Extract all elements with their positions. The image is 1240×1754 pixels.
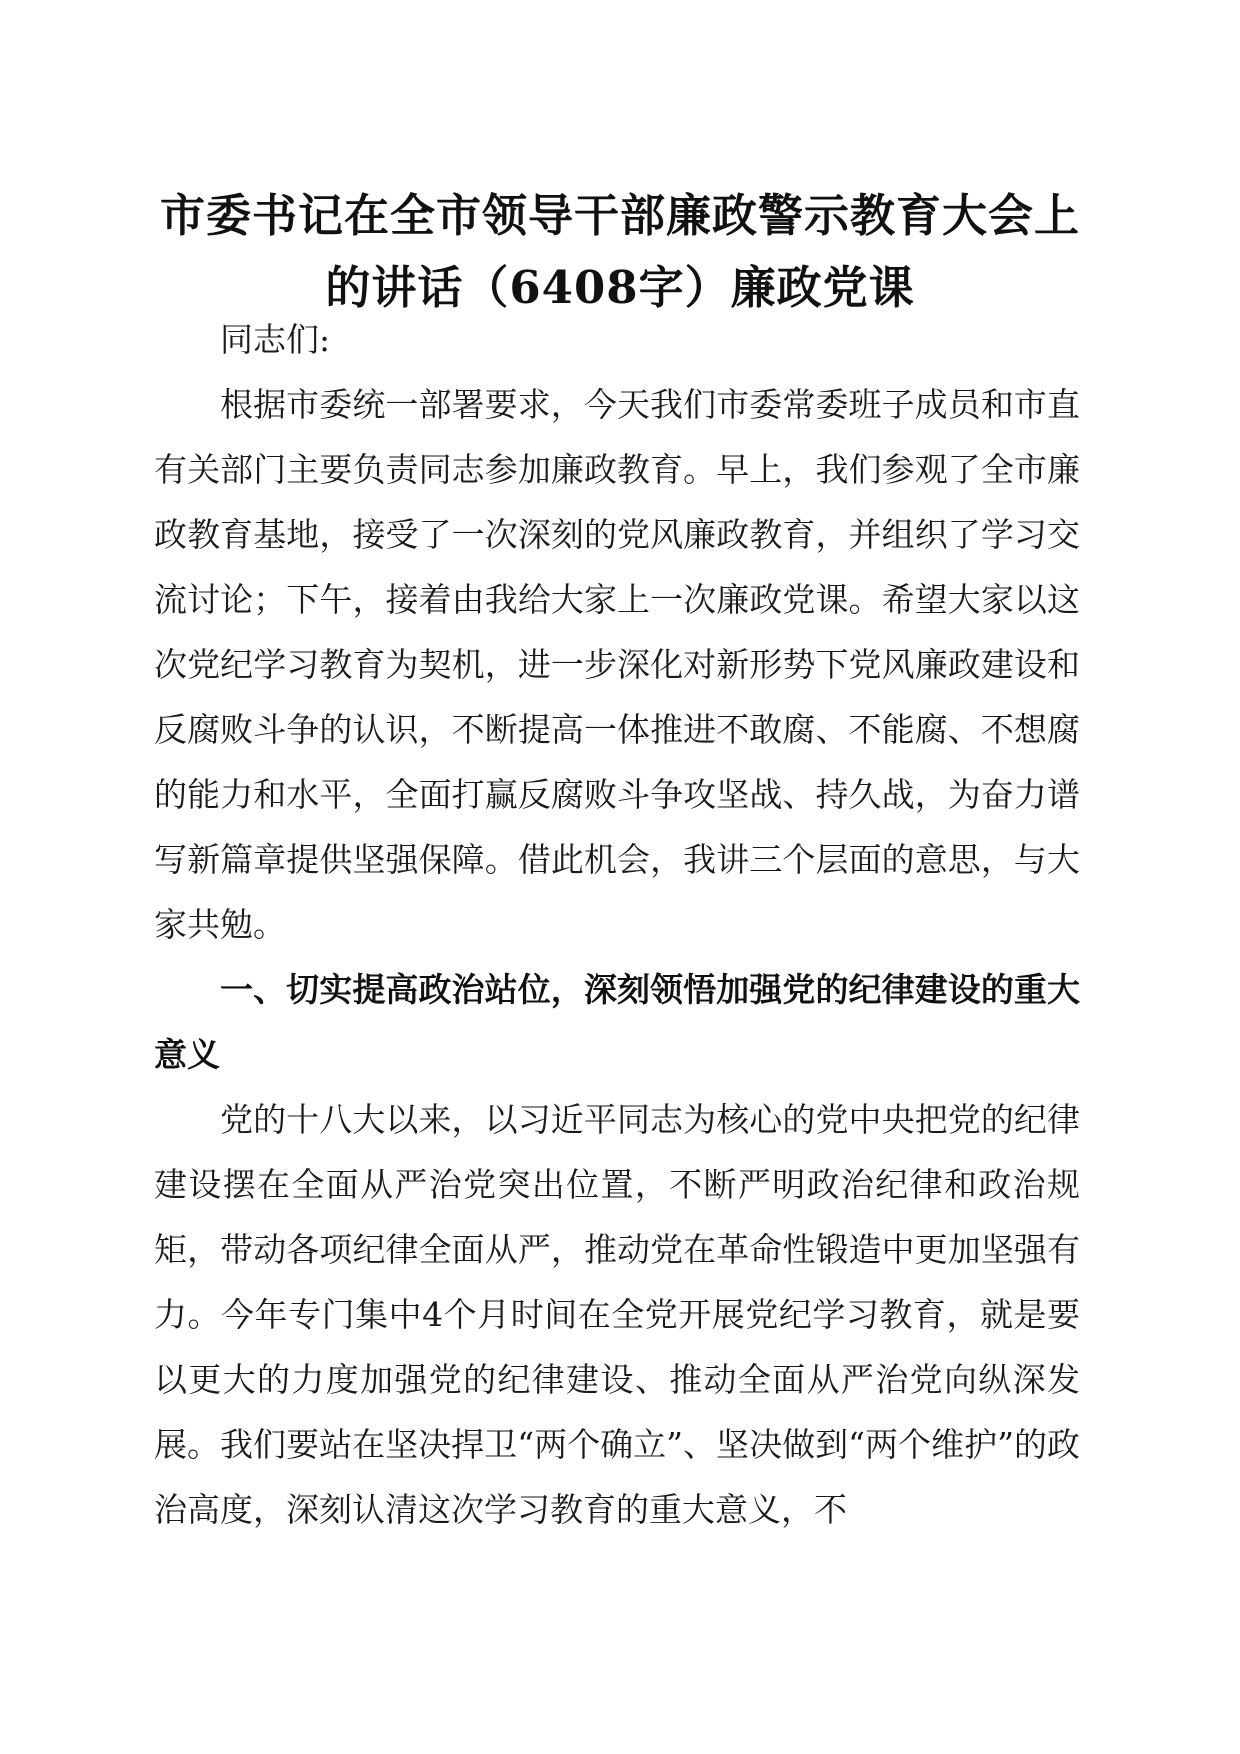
- section-heading-1: 一、切实提高政治站位，深刻领悟加强党的纪律建设的重大意义: [154, 970, 1080, 1074]
- document-body: [154, 307, 1080, 1542]
- intro-paragraph: 根据市委统一部署要求，今天我们市委常委班子成员和市直有关部门主要负责同志参加廉政教育。早上，我们参观了全市廉政教育基地，接受了一次深刻的党风廉政教育，并组织了学习交流讨论；下午，接着由我给大家上一次廉政党课。希望大家以这次党纪学习教育为契机，进一步深化对新形势下党风廉政建设和反腐败斗争的认识，不断提高一体推进不敢腐、不能腐、不想腐的能力和水平，全面打赢反腐败斗争攻坚战、持久战，为奋力谱写新篇章提供坚强保障。借此机会，我讲三个层面的意思，与大家共勉。: [154, 385, 1080, 944]
- section-1-paragraph: 党的十八大以来，以习近平同志为核心的党中央把党的纪律建设摆在全面从严治党突出位置，不断严明政治纪律和政治规矩，带动各项纪律全面从严，推动党在革命性锻造中更加坚强有力。今年专门集中4个月时间在全党开展党纪学习教育，就是要以更大的力度加强党的纪律建设、推动全面从严治党向纵深发展。我们要站在坚决捍卫“两个确立”、坚决做到“两个维护”的政治高度，深刻认清这次学习教育的重大意义，不: [154, 1100, 1080, 1529]
- title-line-2: 的讲话（6408字）廉政党课: [325, 261, 915, 314]
- document-title: [150, 180, 1090, 324]
- salutation: 同志们:: [220, 320, 331, 359]
- title-line-1: 市委书记在全市领导干部廉政警示教育大会上: [159, 189, 1080, 242]
